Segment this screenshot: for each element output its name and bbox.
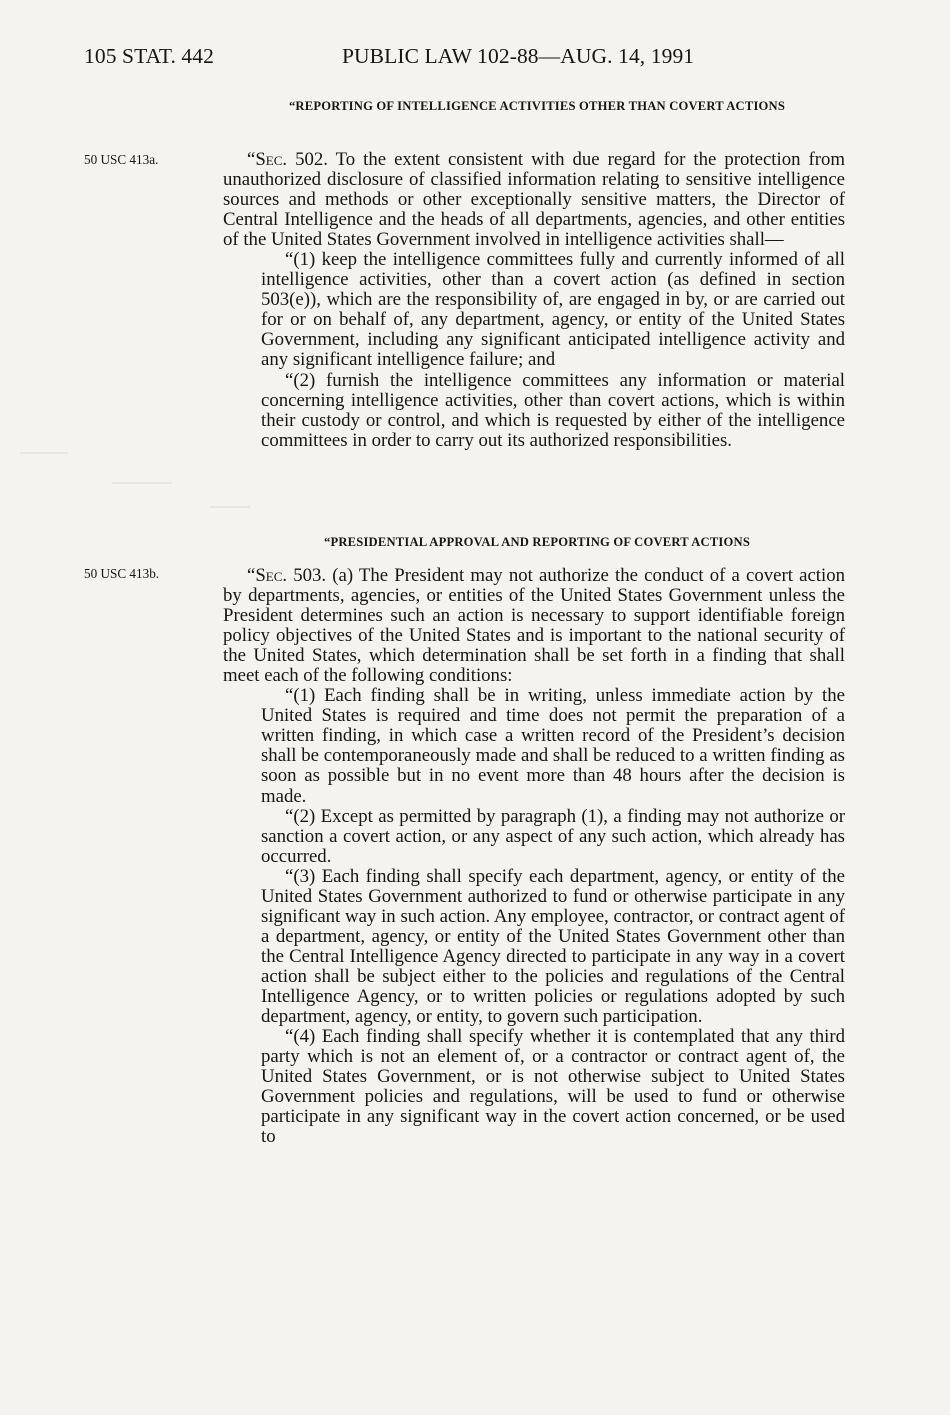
section-502-item-2: “(2) furnish the intelligence committees any information or material concerning intelligence activities, other than covert actions, which is within their custody or control, and which is requested by either of the intelligence committees in order to carry out its authorized responsibilities. xyxy=(261,369,845,451)
scan-bleed-mark xyxy=(210,506,250,508)
section-502-intro-text: 502. To the extent consistent with due regard for the protection from unauthorized disclosure of classified information relating to sensitive intelligence sources and methods or other exceptionally sensitive matters, the Director of Central Intelligence and the heads of all departments, agencies, and other entities of the United States Government involved in intelligence activities shall— xyxy=(223,149,845,251)
section-heading-503: “PRESIDENTIAL APPROVAL AND REPORTING OF COVERT ACTIONS xyxy=(323,535,751,549)
section-heading-502: “REPORTING OF INTELLIGENCE ACTIVITIES OTHER THAN COVERT ACTIONS xyxy=(288,99,786,113)
section-503-item-2: “(2) Except as permitted by paragraph (1), a finding may not authorize or sanction a covert action, or any aspect of any such action, which already has occurred. xyxy=(261,805,845,867)
section-503-item-1: “(1) Each finding shall be in writing, unless immediate action by the United States is required and time does not permit the preparation of a written finding, in which case a written record of the President’s decision shall be contemporaneously made and shall be reduced to a written finding as soon as possible but in no event more than 48 hours after the decision is made. xyxy=(261,685,845,807)
section-502-body xyxy=(223,150,845,451)
section-503-item-4: “(4) Each finding shall specify whether it is contemplated that any third party which is not an element of, or a contractor or contract agent of, the United States Government, or is not otherwise subject to United States Government policies and regulations, will be used to fund or otherwise participate in any significant way in the covert action concerned, or be used to xyxy=(261,1026,845,1148)
scan-bleed-mark xyxy=(20,452,68,454)
section-503-intro xyxy=(223,566,845,686)
section-503-item-3: “(3) Each finding shall specify each department, agency, or entity of the United States Government authorized to fund or otherwise participate in any significant way in such action. Any employee, contractor, or contract agent of a department, agency, or entity of the United States Government other than the Central Intelligence Agency directed to participate in any way in a covert action shall be subject either to the policies and regulations of the Central Intelligence Agency, or to written policies or regulations adopted by such department, agency, or entity, to govern such participation. xyxy=(261,865,845,1028)
margin-note-usc-413a: 50 USC 413a. xyxy=(84,152,159,167)
section-503-intro-text: 503. (a) The President may not authorize the conduct of a covert action by departments, agencies, or entities of the United States Government unless the President determines such an action is necessary to support identifiable foreign policy objectives of the United States and is important to the national security of the United States, which determination shall be set forth in a finding that shall meet each of the following conditions: xyxy=(223,565,845,687)
section-502-item-1: “(1) keep the intelligence committees fully and currently informed of all intelligence activities, other than a covert action (as defined in section 503(e)), which are the responsibility of, are engaged in by, or are carried out for or on behalf of, any department, agency, or entity of the United States Government, including any significant anticipated intelligence activity and any significant intelligence failure; and xyxy=(261,249,845,371)
scan-bleed-mark xyxy=(112,482,172,484)
section-502-intro xyxy=(223,150,845,250)
public-law-citation: PUBLIC LAW 102-88—AUG. 14, 1991 xyxy=(342,44,695,68)
sec-label: “Sec. xyxy=(247,565,288,586)
section-503-body xyxy=(223,566,845,1147)
margin-note-usc-413b: 50 USC 413b. xyxy=(84,566,160,581)
page-header xyxy=(84,44,864,76)
stat-page-number: 105 STAT. 442 xyxy=(84,44,214,68)
sec-label: “Sec. xyxy=(247,149,288,170)
